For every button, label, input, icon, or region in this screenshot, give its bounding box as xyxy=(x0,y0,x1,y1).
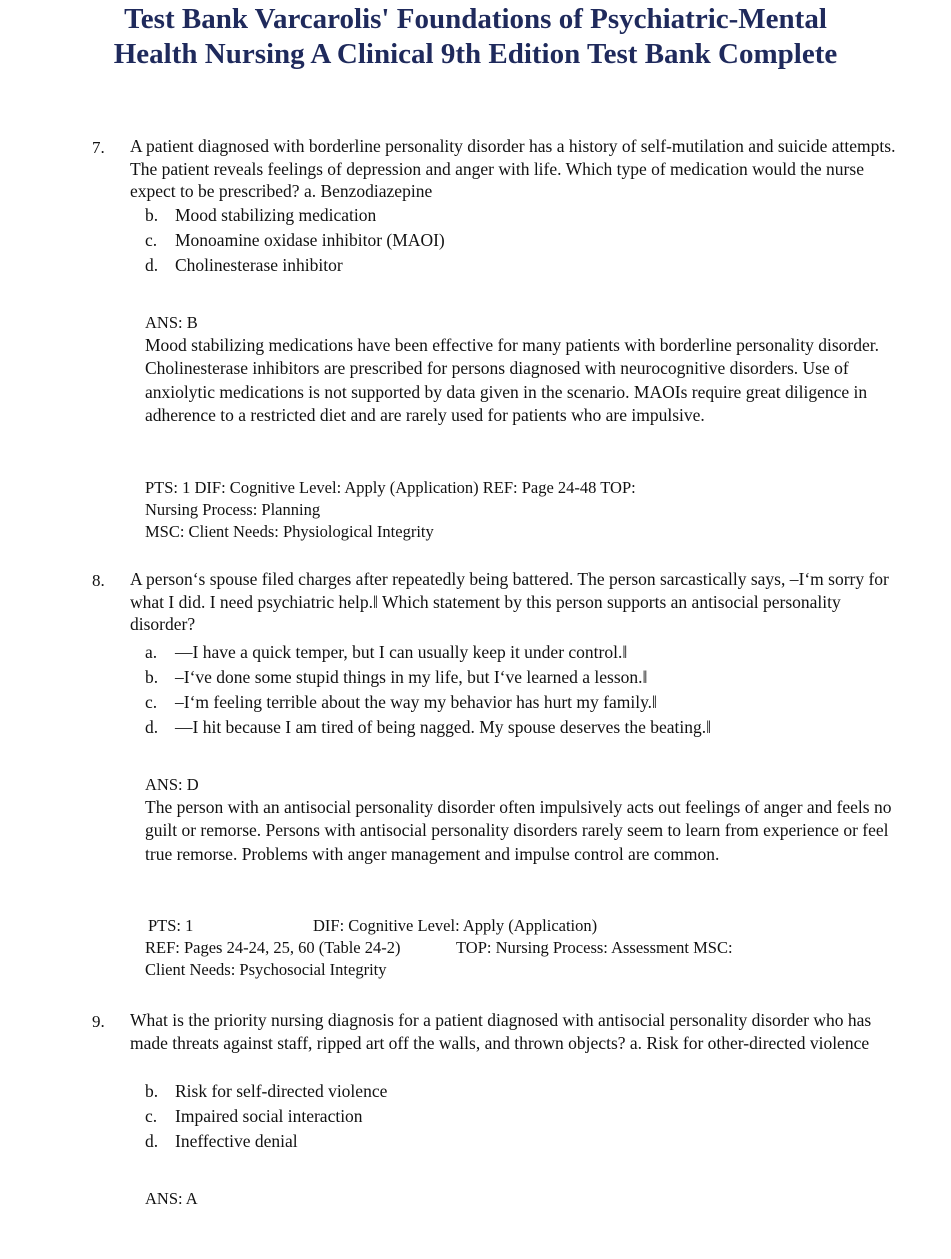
question-stem: What is the priority nursing diagnosis for a patient diagnosed with antisocial personality disorder who has made threats against staff, ripped art off the walls, and thrown objects? a. Risk for other-directed violence xyxy=(130,1010,872,1053)
option-b xyxy=(145,1080,387,1103)
document-title-line-1: Test Bank Varcarolis' Foundations of Psychiatric-Mental xyxy=(124,3,827,35)
option-letter: b. xyxy=(145,1081,159,1101)
option-letter: c. xyxy=(145,1106,158,1126)
meta-line-3: Client Needs: Psychosocial Integrity xyxy=(145,960,387,979)
option-letter: a. xyxy=(145,642,158,662)
option-a xyxy=(145,641,627,664)
option-letter: b. xyxy=(145,205,159,225)
option-c xyxy=(145,229,445,252)
option-d xyxy=(145,254,343,277)
option-text: Mood stabilizing medication xyxy=(175,205,377,225)
rationale: Mood stabilizing medications have been effective for many patients with borderline personality disorder. Cholinesterase inhibitors are prescribed for persons diagnosed with neurocognitive disorders. Use of anxiolytic medications is not supported by data given in the scenario. MAOIs require great diligence in adherence to a restricted diet and are rarely used for patients who are impulsive. xyxy=(145,335,879,425)
question-number: 9. xyxy=(92,1012,105,1031)
meta-ref: REF: Pages 24-24, 25, 60 (Table 24-2) xyxy=(145,938,401,957)
meta-line-2: Nursing Process: Planning xyxy=(145,500,321,519)
option-d xyxy=(145,1130,298,1153)
answer-key: ANS: B xyxy=(145,313,198,332)
option-c xyxy=(145,1105,363,1128)
option-letter: d. xyxy=(145,1131,159,1151)
answer-key: ANS: D xyxy=(145,775,199,794)
answer-key: ANS: A xyxy=(145,1189,198,1208)
option-text: –I‘ve done some stupid things in my life, but I‘ve learned a lesson.‖ xyxy=(175,667,648,687)
option-b xyxy=(145,204,376,227)
option-d xyxy=(145,716,711,739)
meta-pts: PTS: 1 xyxy=(148,916,194,935)
option-text: —I hit because I am tired of being nagged. My spouse deserves the beating.‖ xyxy=(175,717,712,737)
meta-line-3: MSC: Client Needs: Physiological Integrity xyxy=(145,522,434,541)
meta-dif: DIF: Cognitive Level: Apply (Application) xyxy=(313,916,598,935)
meta-top: TOP: Nursing Process: Assessment MSC: xyxy=(456,938,733,957)
option-text: Monoamine oxidase inhibitor (MAOI) xyxy=(175,230,445,250)
option-text: Risk for self-directed violence xyxy=(175,1081,388,1101)
option-letter: d. xyxy=(145,717,159,737)
option-b xyxy=(145,666,647,689)
option-text: Ineffective denial xyxy=(175,1131,298,1151)
option-letter: d. xyxy=(145,255,159,275)
option-letter: c. xyxy=(145,230,158,250)
question-number: 7. xyxy=(92,138,105,157)
option-letter: b. xyxy=(145,667,159,687)
meta-line-1: PTS: 1 DIF: Cognitive Level: Apply (Application) REF: Page 24-48 TOP: xyxy=(145,478,636,497)
question-stem: A patient diagnosed with borderline personality disorder has a history of self-mutilation and suicide attempts. The patient reveals feelings of depression and anger with life. Which type of medication would the nurse expect to be prescribed? a. Benzodiazepine xyxy=(130,136,896,201)
option-text: —I have a quick temper, but I can usually keep it under control.‖ xyxy=(175,642,628,662)
option-text: Cholinesterase inhibitor xyxy=(175,255,343,275)
question-stem: A person‘s spouse filed charges after repeatedly being battered. The person sarcastically says, –I‘m sorry for what I did. I need psychiatric help.‖ Which statement by this person supports an antisocial personality disorder? xyxy=(130,569,889,634)
option-text: Impaired social interaction xyxy=(175,1106,363,1126)
document-title-line-2: Health Nursing A Clinical 9th Edition Test Bank Complete xyxy=(113,38,838,70)
option-c xyxy=(145,691,657,714)
rationale: The person with an antisocial personality disorder often impulsively acts out feelings of anger and feels no guilt or remorse. Persons with antisocial personality disorders rarely seem to learn from experience or feel true remorse. Problems with anger management and impulse control are common. xyxy=(145,797,892,864)
question-number: 8. xyxy=(92,571,105,590)
document-title xyxy=(0,2,951,72)
option-letter: c. xyxy=(145,692,158,712)
option-text: –I‘m feeling terrible about the way my behavior has hurt my family.‖ xyxy=(175,692,657,712)
